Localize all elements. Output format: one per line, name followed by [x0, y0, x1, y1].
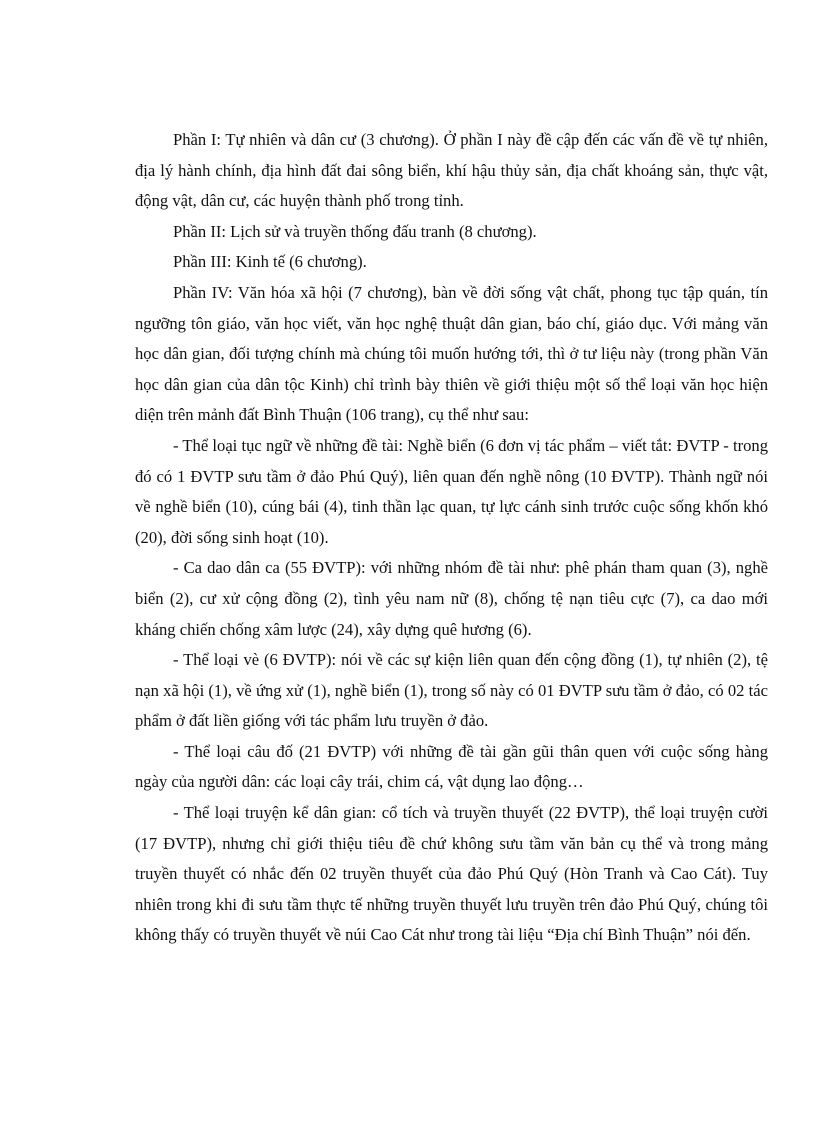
- paragraph-riddles: - Thể loại câu đố (21 ĐVTP) với những đề tài gần gũi thân quen với cuộc sống hàng ngày của người dân: các loại cây trái, chim cá, vật dụng lao động…: [135, 741, 768, 792]
- paragraph-ve: - Thể loại vè (6 ĐVTP): nói về các sự kiện liên quan đến cộng đồng (1), tự nhiên (2), tệ nạn xã hội (1), về ứng xử (1), nghề biển (1), trong số này có 01 ĐVTP sưu tầm ở đảo, có 02 tác phẩm ở đất liền giống với tác phẩm lưu truyền ở đảo.: [135, 650, 768, 731]
- paragraph-folk-tales: - Thể loại truyện kể dân gian: cổ tích và truyền thuyết (22 ĐVTP), thể loại truyện cười (17 ĐVTP), nhưng chỉ giới thiệu tiêu đề chứ không sưu tầm văn bản cụ thể và trong mảng truyền thuyết có nhắc đến 02 truyền thuyết của đảo Phú Quý (Hòn Tranh và Cao Cát). Tuy nhiên trong khi đi sưu tầm thực tế những truyền thuyết lưu truyền trên đảo Phú Quý, chúng tôi không thấy có truyền thuyết về núi Cao Cát như trong tài liệu “Địa chí Bình Thuận” nói đến.: [135, 803, 768, 945]
- paragraph-folk-songs: - Ca dao dân ca (55 ĐVTP): với những nhóm đề tài như: phê phán tham quan (3), nghề biển (2), cư xử cộng đồng (2), tình yêu nam nữ (8), chống tệ nạn tiêu cực (7), ca dao mới kháng chiến chống xâm lược (24), xây dựng quê hương (6).: [135, 558, 768, 639]
- paragraph-part-3: Phần III: Kinh tế (6 chương).: [173, 252, 367, 272]
- paragraph-proverbs: - Thể loại tục ngữ về những đề tài: Nghề biển (6 đơn vị tác phẩm – viết tắt: ĐVTP - trong đó có 1 ĐVTP sưu tầm ở đảo Phú Quý), liên quan đến nghề nông (10 ĐVTP). Thành ngữ nói về nghề biển (10), cúng bái (4), tinh thần lạc quan, tự lực cánh sinh trước cuộc sống khốn khó (20), đời sống sinh hoạt (10).: [135, 435, 768, 547]
- document-body: [135, 125, 768, 951]
- paragraph-part-1: Phần I: Tự nhiên và dân cư (3 chương). Ở phần I này đề cập đến các vấn đề về tự nhiên, địa lý hành chính, địa hình đất đai sông biển, khí hậu thủy sản, địa chất khoáng sản, thực vật, động vật, dân cư, các huyện thành phố trong tỉnh.: [135, 130, 768, 211]
- paragraph-part-4: Phần IV: Văn hóa xã hội (7 chương), bàn về đời sống vật chất, phong tục tập quán, tín ngưỡng tôn giáo, văn học viết, văn học nghệ thuật dân gian, báo chí, giáo dục. Với mảng văn học dân gian, đối tượng chính mà chúng tôi muốn hướng tới, thì ở tư liệu này (trong phần Văn học dân gian của dân tộc Kinh) chỉ trình bày thiên về giới thiệu một số thể loại văn học hiện diện trên mảnh đất Bình Thuận (106 trang), cụ thể như sau:: [135, 282, 768, 425]
- paragraph-part-2: Phần II: Lịch sử và truyền thống đấu tranh (8 chương).: [173, 221, 537, 241]
